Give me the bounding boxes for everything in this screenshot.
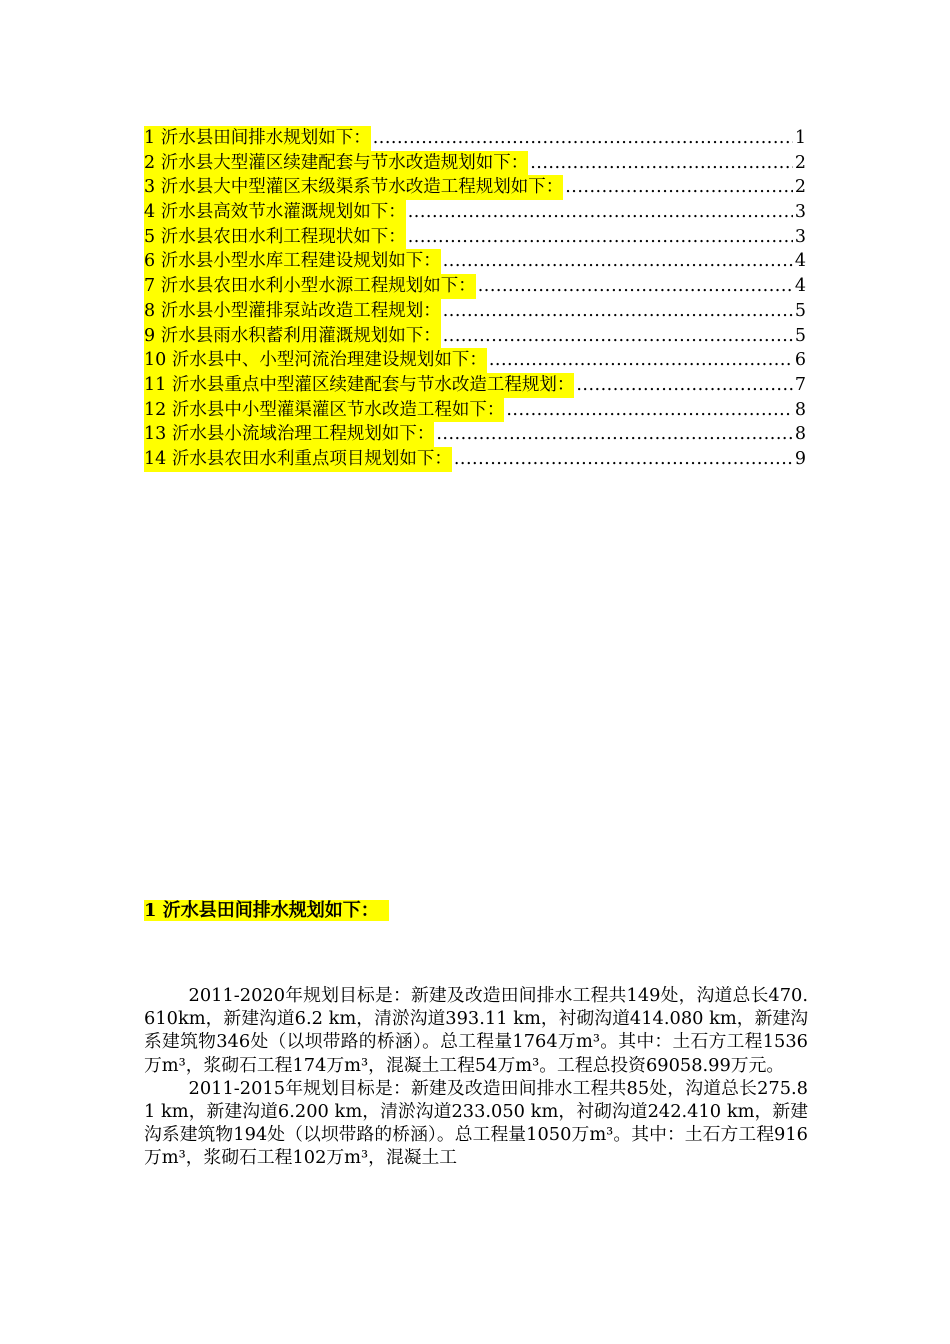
toc-entry-title: 13 沂水县小流域治理工程规划如下：	[144, 422, 434, 447]
toc-entry-page-number: 4	[794, 276, 806, 297]
toc-dot-leader	[443, 299, 793, 324]
section-heading-text: 1 沂水县田间排水规划如下：	[144, 900, 389, 921]
toc-entry-page-number: 1	[794, 128, 806, 148]
toc-entry[interactable]	[144, 348, 806, 373]
toc-entry[interactable]	[144, 373, 806, 398]
toc-entry[interactable]	[144, 299, 806, 324]
toc-entry-page-number: 5	[794, 300, 806, 321]
toc-entry-title: 1 沂水县田间排水规划如下：	[144, 126, 371, 151]
toc-entry[interactable]	[144, 422, 806, 447]
toc-entry-page-number: 2	[794, 152, 806, 173]
toc-entry-page-number: 8	[794, 399, 806, 420]
toc-entry[interactable]	[144, 126, 806, 151]
section-body	[144, 984, 808, 1170]
toc-entry-page-number: 7	[794, 374, 806, 395]
toc-dot-leader	[506, 398, 793, 423]
toc-entry-page-number: 6	[794, 350, 806, 371]
toc-entry-title: 14 沂水县农田水利重点项目规划如下：	[144, 447, 452, 472]
toc-entry-title: 4 沂水县高效节水灌溉规划如下：	[144, 200, 406, 225]
toc-dot-leader	[565, 175, 793, 200]
toc-entry-title: 7 沂水县农田水利小型水源工程规划如下：	[144, 274, 476, 299]
section-heading	[144, 898, 389, 924]
toc-dot-leader	[408, 200, 793, 225]
toc-entry[interactable]	[144, 324, 806, 349]
paragraph: 2011-2015年规划目标是：新建及改造田间排水工程共85处，沟道总长275.81 km，新建沟道6.200 km，清淤沟道233.050 km，衬砌沟道242.410 km，新建沟系建筑物194处（以坝带路的桥涵）。总工程量1050万m³。其中：土石方工程916万m³，浆砌石工程102万m³，混凝土工	[144, 1077, 808, 1169]
toc-entry-page-number: 4	[794, 251, 806, 272]
toc-entry[interactable]	[144, 398, 806, 423]
toc-dot-leader	[576, 373, 793, 398]
toc-entry-title: 12 沂水县中小型灌渠灌区节水改造工程如下：	[144, 398, 504, 423]
toc-dot-leader	[443, 249, 793, 274]
toc-entry[interactable]	[144, 274, 806, 299]
toc-entry-page-number: 9	[794, 448, 806, 469]
toc-dot-leader	[443, 324, 793, 349]
paragraph: 2011-2020年规划目标是：新建及改造田间排水工程共149处，沟道总长470.610km，新建沟道6.2 km，清淤沟道393.11 km，衬砌沟道414.080 km，新建沟系建筑物346处（以坝带路的桥涵）。总工程量1764万m³。其中：土石方工程1536万m³，浆砌石工程174万m³，混凝土工程54万m³。工程总投资69058.99万元。	[144, 985, 808, 1076]
toc-entry[interactable]	[144, 447, 806, 472]
toc-dot-leader	[454, 447, 793, 472]
toc-dot-leader	[436, 422, 793, 447]
toc-dot-leader	[373, 126, 793, 151]
toc-dot-leader	[478, 274, 793, 299]
toc-entry-title: 2 沂水县大型灌区续建配套与节水改造规划如下：	[144, 151, 528, 176]
toc-entry-page-number: 3	[794, 202, 806, 223]
toc-entry-page-number: 8	[794, 424, 806, 445]
toc-entry-title: 6 沂水县小型水库工程建设规划如下：	[144, 249, 441, 274]
table-of-contents	[144, 126, 806, 472]
toc-entry-title: 5 沂水县农田水利工程现状如下：	[144, 225, 406, 250]
toc-entry[interactable]	[144, 200, 806, 225]
toc-dot-leader	[408, 225, 793, 250]
toc-entry-title: 3 沂水县大中型灌区末级渠系节水改造工程规划如下：	[144, 175, 563, 200]
toc-dot-leader	[489, 348, 793, 373]
toc-entry-title: 11 沂水县重点中型灌区续建配套与节水改造工程规划：	[144, 373, 574, 398]
toc-entry-title: 10 沂水县中、小型河流治理建设规划如下：	[144, 348, 487, 373]
toc-entry-page-number: 3	[794, 226, 806, 247]
toc-entry-title: 9 沂水县雨水积蓄利用灌溉规划如下：	[144, 324, 441, 349]
toc-entry-page-number: 2	[794, 177, 806, 198]
toc-entry-page-number: 5	[794, 325, 806, 346]
toc-entry[interactable]	[144, 225, 806, 250]
toc-entry-title: 8 沂水县小型灌排泵站改造工程规划：	[144, 299, 441, 324]
toc-dot-leader	[530, 151, 793, 176]
toc-entry[interactable]	[144, 175, 806, 200]
toc-entry[interactable]	[144, 151, 806, 176]
toc-entry[interactable]	[144, 249, 806, 274]
